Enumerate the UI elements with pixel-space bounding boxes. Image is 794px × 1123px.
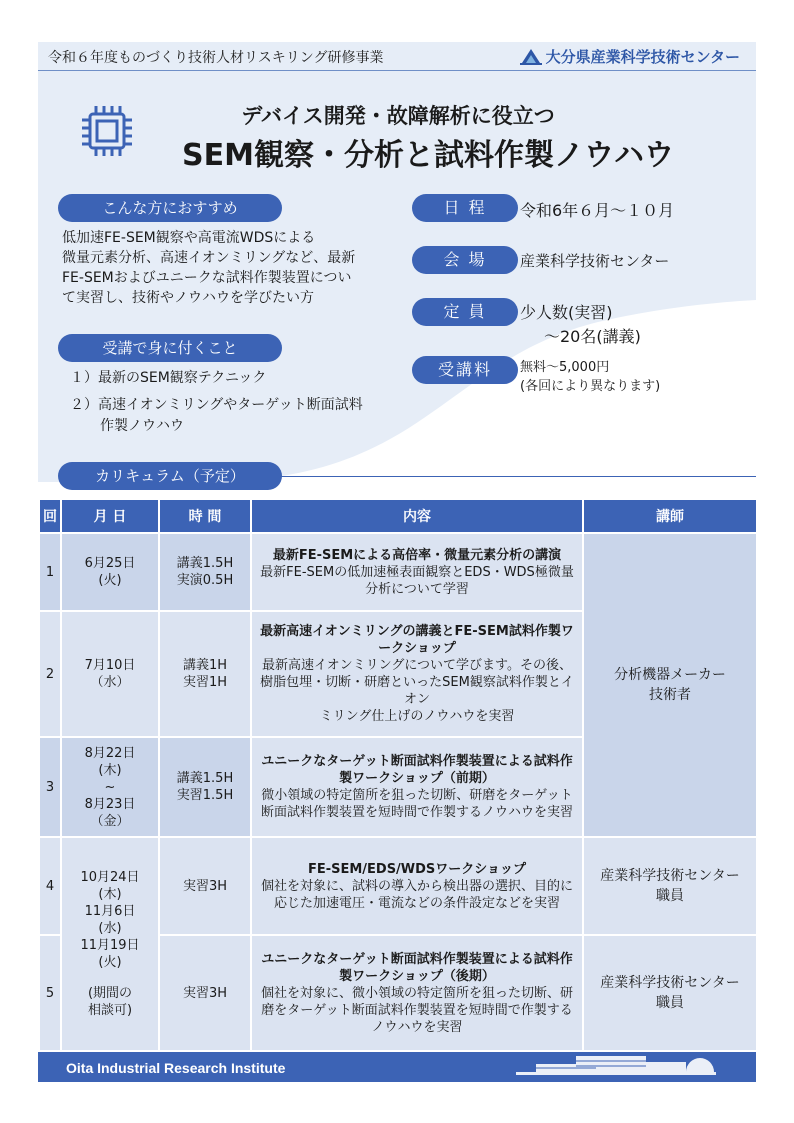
date-line: ~ xyxy=(104,779,116,795)
flyer-page xyxy=(38,42,756,1082)
skill-item: １）最新のSEM観察テクニック xyxy=(70,370,267,386)
skills-list xyxy=(70,368,390,437)
time-line: 講義1H xyxy=(182,658,228,673)
fee-label: 受講料 xyxy=(412,356,518,384)
session-instructor xyxy=(583,837,757,935)
col-header-instructor: 講師 xyxy=(583,499,757,533)
date-line: 7月10日 xyxy=(84,658,136,673)
instructor-line: 産業科学技術センター xyxy=(600,975,740,991)
venue-value: 産業科学技術センター xyxy=(520,252,670,270)
session-date-shared xyxy=(61,837,159,1051)
col-header-date: 月 日 xyxy=(61,499,159,533)
session-no: 3 xyxy=(39,737,61,837)
recommended-line: 微量元素分析、高速イオンミリングなど、最新 xyxy=(62,250,356,266)
session-instructor xyxy=(583,533,757,837)
program-name: 令和６年度ものづくり技術人材リスキリング研修事業 xyxy=(48,50,384,66)
time-line: 実習3H xyxy=(182,878,228,894)
recommended-line: 低加速FE-SEM観察や高電流WDSによる xyxy=(62,230,316,246)
curriculum-divider xyxy=(238,476,756,477)
session-time xyxy=(159,935,251,1051)
date-line: (火) xyxy=(98,955,122,970)
capacity-label: 定 員 xyxy=(412,298,518,326)
recommended-line: FE-SEMおよびユニークな試料作製装置につい xyxy=(62,270,352,286)
session-description: 最新高速イオンミリングについて学びます。その後、樹脂包埋・切断・研磨といったSEM観察試料作製とイオン xyxy=(260,658,574,707)
time-line: 実習1.5H xyxy=(176,788,234,803)
date-line: (木) xyxy=(98,887,122,902)
session-no: 2 xyxy=(39,611,61,737)
session-content xyxy=(251,935,583,1051)
date-line: 8月22日 xyxy=(84,745,136,761)
date-line: （水） xyxy=(90,675,130,690)
table-row xyxy=(39,837,757,935)
session-date xyxy=(61,611,159,737)
session-description-cont: ミリング仕上げのノウハウを実習 xyxy=(319,709,515,724)
instructor-line: 分析機器メーカー xyxy=(614,667,726,683)
session-heading: 最新FE-SEMによる高倍率・微量元素分析の講演 xyxy=(272,547,562,563)
col-header-no: 回 xyxy=(39,499,61,533)
instructor-line: 産業科学技術センター xyxy=(600,868,740,884)
time-line: 実習3H xyxy=(182,985,228,1001)
session-content xyxy=(251,737,583,837)
session-heading: FE-SEM/EDS/WDSワークショップ xyxy=(307,861,527,877)
session-no: 5 xyxy=(39,935,61,1051)
session-date xyxy=(61,533,159,611)
fee-value-2: (各回により異なります) xyxy=(520,379,661,394)
curriculum-label: カリキュラム（予定） xyxy=(58,462,282,490)
table-row xyxy=(39,533,757,611)
session-description: 個社を対象に、試料の導入から検出器の選択、目的に応じた加速電圧・電流などの条件設定などを実習 xyxy=(260,878,573,911)
date-line: 8月23日 xyxy=(84,796,136,812)
date-line: (木) xyxy=(98,762,122,778)
date-spacer xyxy=(62,971,158,985)
curriculum-table xyxy=(38,498,758,1052)
skills-label: 受講で身に付くこと xyxy=(58,334,282,362)
session-no: 4 xyxy=(39,837,61,935)
session-description: 微小領域の特定箇所を狙った切断、研磨をターゲット断面試料作製装置を短時間で作製するノウハウを実習 xyxy=(260,788,573,820)
session-time xyxy=(159,837,251,935)
institute-name: Oita Industrial Research Institute xyxy=(66,1060,286,1076)
center-logo-icon xyxy=(520,47,542,65)
organization-name: 大分県産業科学技術センター xyxy=(545,47,740,66)
instructor-line: 職員 xyxy=(656,995,684,1011)
table-header-row xyxy=(39,499,757,533)
skill-item: ２）高速イオンミリングやターゲット断面試料 xyxy=(70,397,363,413)
session-time xyxy=(159,611,251,737)
date-line: (期間の xyxy=(87,986,133,1001)
session-date xyxy=(61,737,159,837)
hero-subtitle: デバイス開発・故障解析に役立つ xyxy=(241,104,555,128)
session-description: 個社を対象に、微小領域の特定箇所を狙った切断、研磨をターゲット断面試料作製装置を短時間で作製するノウハウを実習 xyxy=(260,985,573,1035)
session-time xyxy=(159,737,251,837)
date-line: 11月19日 xyxy=(80,938,140,953)
date-line: （金） xyxy=(90,813,130,829)
building-silhouette-icon xyxy=(516,1052,716,1082)
date-line: 11月6日 xyxy=(84,904,136,919)
session-content xyxy=(251,533,583,611)
session-content xyxy=(251,611,583,737)
date-line: (水) xyxy=(98,921,122,936)
instructor-line: 技術者 xyxy=(649,687,691,703)
capacity-value-1: 少人数(実習) xyxy=(520,303,613,322)
organization-logo xyxy=(520,46,740,66)
time-line: 講義1.5H xyxy=(176,771,234,786)
time-line: 講義1.5H xyxy=(176,556,234,571)
skill-item: 作製ノウハウ xyxy=(100,418,184,434)
schedule-label: 日 程 xyxy=(412,194,518,222)
footer-bar xyxy=(38,1052,756,1082)
session-content xyxy=(251,837,583,935)
session-description: 最新FE-SEMの低加速極表面観察とEDS・WDS極微量分析について学習 xyxy=(260,564,574,597)
session-heading: ユニークなターゲット断面試料作製装置による試料作製ワークショップ（後期） xyxy=(261,951,573,984)
instructor-line: 職員 xyxy=(656,888,684,904)
recommended-line: て実習し、技術やノウハウを学びたい方 xyxy=(62,290,314,306)
session-time xyxy=(159,533,251,611)
date-line: 10月24日 xyxy=(80,870,140,885)
fee-value-1: 無料～5,000円 xyxy=(520,360,610,375)
date-line: 相談可) xyxy=(87,1003,133,1018)
session-heading: ユニークなターゲット断面試料作製装置による試料作製ワークショップ（前期） xyxy=(261,754,573,786)
header-bar xyxy=(38,42,756,71)
venue-label: 会 場 xyxy=(412,246,518,274)
session-heading: 最新高速イオンミリングの講義とFE-SEM試料作製ワークショップ xyxy=(260,624,574,656)
session-instructor xyxy=(583,935,757,1051)
schedule-value: 令和6年６月～１０月 xyxy=(520,201,675,220)
capacity-value-2: ～20名(講義) xyxy=(544,327,641,346)
microchip-icon xyxy=(80,104,134,158)
date-line: 6月25日 xyxy=(84,556,136,571)
session-no: 1 xyxy=(39,533,61,611)
recommended-text xyxy=(62,228,392,308)
hero-title: SEM観察・分析と試料作製ノウハウ xyxy=(182,138,674,173)
time-line: 実習1H xyxy=(182,675,228,690)
col-header-time: 時 間 xyxy=(159,499,251,533)
col-header-content: 内容 xyxy=(251,499,583,533)
date-line: (火) xyxy=(98,573,122,588)
time-line: 実演0.5H xyxy=(176,573,234,588)
recommended-label: こんな方におすすめ xyxy=(58,194,282,222)
